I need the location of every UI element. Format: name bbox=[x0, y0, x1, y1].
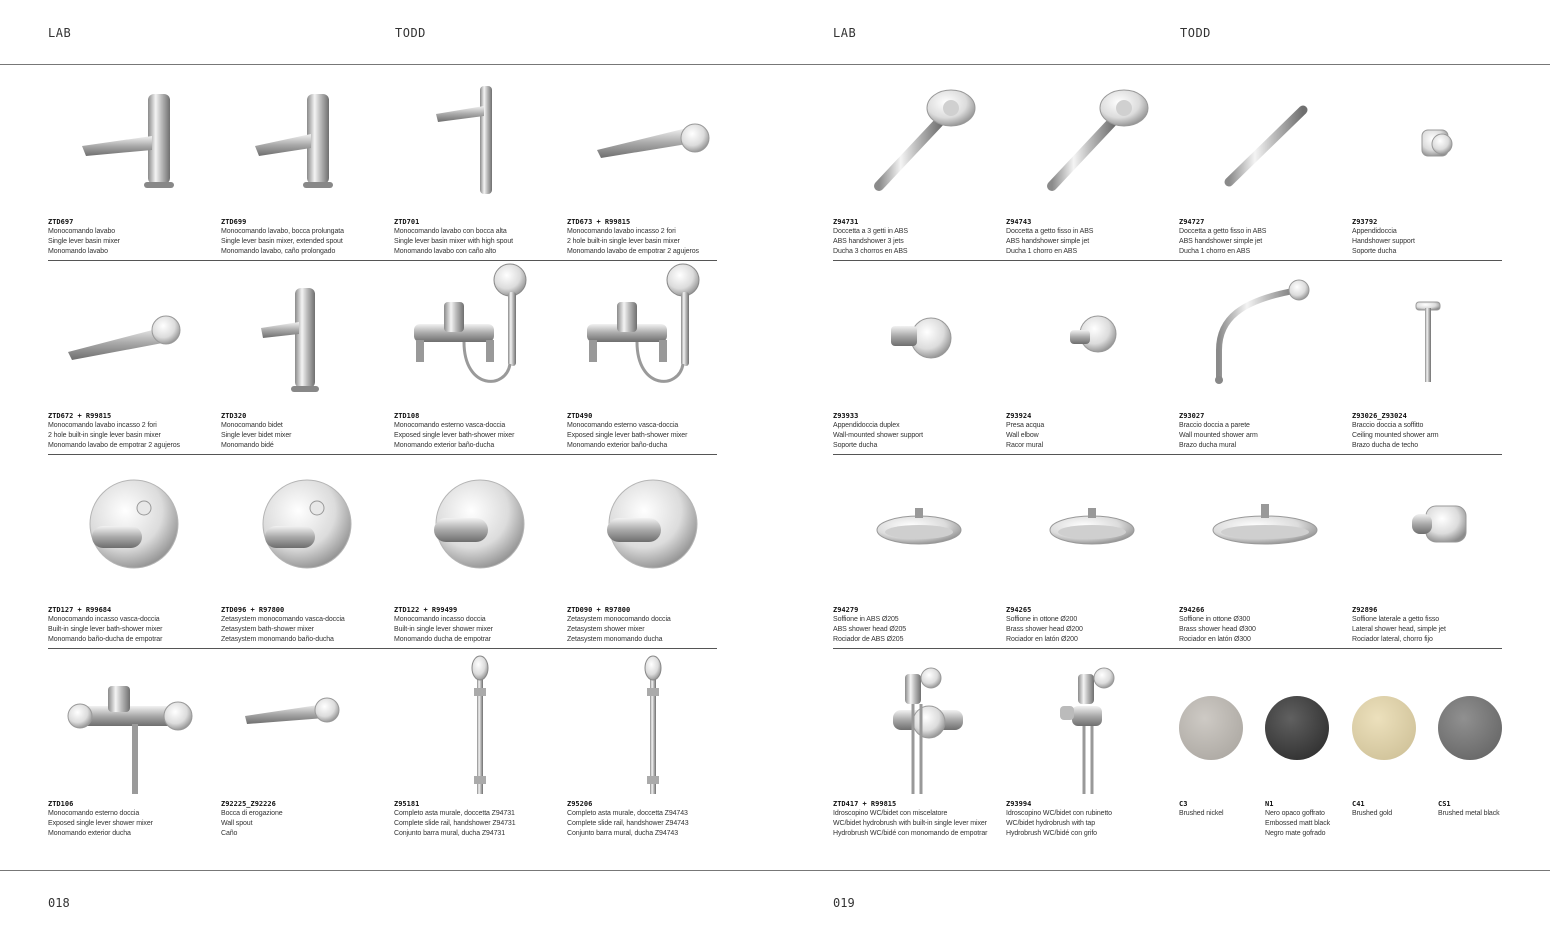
hydrobrush-mixer-icon bbox=[833, 648, 1006, 796]
description-english: Ceiling mounted shower arm bbox=[1352, 432, 1439, 439]
slide-rail-icon bbox=[394, 648, 567, 796]
description-spanish: Rociador en latón Ø200 bbox=[1006, 636, 1078, 643]
description-italian: Monocomando esterno doccia bbox=[48, 810, 140, 817]
product-code: Z95206 bbox=[567, 800, 593, 808]
stick-handshower-icon bbox=[1179, 66, 1352, 214]
description-english: Zetasystem shower mixer bbox=[567, 626, 645, 633]
bath-shower-mixer-icon bbox=[394, 260, 567, 408]
description-spanish: Monomando exterior ducha bbox=[48, 830, 131, 837]
footer-rule bbox=[0, 870, 1550, 871]
description-italian: Monocomando bidet bbox=[221, 422, 283, 429]
description-spanish: Brazo ducha de techo bbox=[1352, 442, 1419, 449]
description-spanish: Zetasystem monomando baño-ducha bbox=[221, 636, 334, 643]
description-italian: Appendidoccia duplex bbox=[833, 422, 900, 429]
shower-head-large-icon bbox=[1179, 454, 1352, 602]
product-code: ZTD090 + R97800 bbox=[567, 606, 631, 614]
description-italian: Completo asta murale, doccetta Z94731 bbox=[394, 810, 515, 817]
product-code: ZTD106 bbox=[48, 800, 74, 808]
description-italian: Appendidoccia bbox=[1352, 228, 1397, 235]
description-italian: Idroscopino WC/bidet con miscelatore bbox=[833, 810, 948, 817]
description-italian: Monocomando lavabo, bocca prolungata bbox=[221, 228, 344, 235]
collection-label-right: TODD bbox=[1180, 26, 1211, 40]
description-spanish: Monomando baño-ducha de empotrar bbox=[48, 636, 163, 643]
description-italian: Monocomando incasso vasca-doccia bbox=[48, 616, 160, 623]
finish-swatch bbox=[1265, 696, 1329, 760]
description-spanish: Ducha 1 chorro en ABS bbox=[1179, 248, 1251, 255]
tall-basin-mixer-icon bbox=[394, 66, 567, 214]
product-code: ZTD490 bbox=[567, 412, 593, 420]
product-code: ZTD108 bbox=[394, 412, 420, 420]
duplex-support-icon bbox=[833, 260, 1006, 408]
product-code: Z93027 bbox=[1179, 412, 1205, 420]
product-code: ZTD320 bbox=[221, 412, 247, 420]
description-italian: Doccetta a getto fisso in ABS bbox=[1006, 228, 1094, 235]
description-spanish: Rociador lateral, chorro fijo bbox=[1352, 636, 1433, 643]
finish-name: Embossed matt black bbox=[1265, 820, 1331, 827]
handshower-icon bbox=[1006, 66, 1179, 214]
wall-spout-icon bbox=[221, 648, 394, 796]
description-spanish: Conjunto barra mural, ducha Z94743 bbox=[567, 830, 679, 837]
description-spanish: Ducha 1 chorro en ABS bbox=[1006, 248, 1078, 255]
header-rule bbox=[0, 64, 1550, 65]
description-spanish: Racor mural bbox=[1006, 442, 1044, 449]
description-spanish: Caño bbox=[221, 830, 238, 837]
description-spanish: Ducha 3 chorros en ABS bbox=[833, 248, 908, 255]
description-english: Wall-mounted shower support bbox=[833, 432, 924, 439]
description-italian: Soffione in ottone Ø200 bbox=[1006, 616, 1078, 623]
shower-head-icon bbox=[1006, 454, 1179, 602]
description-spanish: Hydrobrush WC/bidé con monomando de empotrar bbox=[833, 830, 988, 837]
description-english: Brass shower head Ø200 bbox=[1006, 626, 1083, 633]
description-spanish: Hydrobrush WC/bidé con grifo bbox=[1006, 830, 1097, 837]
handshower-support-icon bbox=[1352, 66, 1525, 214]
description-italian: Soffione laterale a getto fisso bbox=[1352, 616, 1440, 623]
finish-name: Brushed metal black bbox=[1438, 810, 1500, 817]
description-english: 2 hole built-in single lever basin mixer bbox=[567, 238, 680, 245]
description-italian: Monocomando esterno vasca-doccia bbox=[567, 422, 679, 429]
description-spanish: Soporte ducha bbox=[833, 442, 878, 449]
description-english: Exposed single lever bath-shower mixer bbox=[567, 432, 688, 439]
finish-swatch bbox=[1179, 696, 1243, 760]
product-code: Z93792 bbox=[1352, 218, 1378, 226]
product-code: Z93924 bbox=[1006, 412, 1032, 420]
ceiling-arm-icon bbox=[1352, 260, 1525, 408]
basin-mixer-extended-icon bbox=[221, 66, 394, 214]
description-english: Single lever basin mixer with high spout bbox=[394, 238, 513, 245]
product-code: Z93994 bbox=[1006, 800, 1032, 808]
description-spanish: Conjunto barra mural, ducha Z94731 bbox=[394, 830, 506, 837]
bidet-mixer-icon bbox=[221, 260, 394, 408]
description-italian: Bocca di erogazione bbox=[221, 810, 283, 817]
description-english: Handshower support bbox=[1352, 238, 1415, 245]
brand-label-left: LAB bbox=[48, 26, 72, 40]
concealed-shower-mixer-icon bbox=[394, 454, 567, 602]
product-code: Z93933 bbox=[833, 412, 859, 420]
product-code: Z93026_Z93024 bbox=[1352, 412, 1407, 420]
finish-code: C41 bbox=[1352, 800, 1365, 808]
description-italian: Zetasystem monocomando doccia bbox=[567, 616, 671, 623]
product-code: ZTD122 + R99499 bbox=[394, 606, 458, 614]
shower-head-icon bbox=[833, 454, 1006, 602]
description-english: WC/bidet hydrobrush with tap bbox=[1006, 820, 1096, 827]
description-english: ABS handshower simple jet bbox=[1006, 238, 1090, 245]
finish-name: Brushed nickel bbox=[1179, 810, 1224, 817]
finish-swatch bbox=[1438, 696, 1502, 760]
finish-name: Nero opaco goffrato bbox=[1265, 810, 1325, 817]
page-number-right: 019 bbox=[833, 896, 855, 910]
product-code: ZTD673 + R99815 bbox=[567, 218, 631, 226]
product-code: ZTD672 + R99815 bbox=[48, 412, 112, 420]
product-code: Z94266 bbox=[1179, 606, 1205, 614]
description-spanish: Zetasystem monomando ducha bbox=[567, 636, 663, 643]
product-code: ZTD699 bbox=[221, 218, 247, 226]
description-english: Exposed single lever bath-shower mixer bbox=[394, 432, 515, 439]
description-english: Lateral shower head, simple jet bbox=[1352, 626, 1446, 633]
description-spanish: Rociador de ABS Ø205 bbox=[833, 636, 904, 643]
description-english: Single lever basin mixer, extended spout bbox=[221, 238, 343, 245]
description-spanish: Monomando exterior baño-ducha bbox=[567, 442, 668, 449]
description-spanish: Monomando lavabo, caño prolongado bbox=[221, 248, 336, 255]
bath-shower-mixer-icon bbox=[567, 260, 740, 408]
wall-basin-mixer-icon bbox=[567, 66, 740, 214]
lateral-shower-head-icon bbox=[1352, 454, 1525, 602]
description-spanish: Rociador en latón Ø300 bbox=[1179, 636, 1251, 643]
description-italian: Doccetta a getto fisso in ABS bbox=[1179, 228, 1267, 235]
description-italian: Monocomando incasso doccia bbox=[394, 616, 486, 623]
product-code: Z94279 bbox=[833, 606, 859, 614]
description-italian: Soffione in ABS Ø205 bbox=[833, 616, 899, 623]
description-english: ABS handshower 3 jets bbox=[833, 238, 904, 245]
description-spanish: Monomando bidé bbox=[221, 442, 274, 449]
concealed-mixer-icon bbox=[221, 454, 394, 602]
finish-code: N1 bbox=[1265, 800, 1274, 808]
description-italian: Monocomando esterno vasca-doccia bbox=[394, 422, 506, 429]
description-spanish: Soporte ducha bbox=[1352, 248, 1397, 255]
shower-arm-icon bbox=[1179, 260, 1352, 408]
hydrobrush-tap-icon bbox=[1006, 648, 1179, 796]
product-code: Z94743 bbox=[1006, 218, 1032, 226]
product-code: Z95181 bbox=[394, 800, 420, 808]
description-spanish: Monomando ducha de empotrar bbox=[394, 636, 491, 643]
description-english: Wall mounted shower arm bbox=[1179, 432, 1258, 439]
description-english: Wall spout bbox=[221, 820, 253, 827]
description-english: WC/bidet hydrobrush with built-in single lever mixer bbox=[833, 820, 987, 827]
collection-label-left: TODD bbox=[395, 26, 426, 40]
finish-name: Brushed gold bbox=[1352, 810, 1393, 817]
description-english: Complete slide rail, handshower Z94743 bbox=[567, 820, 689, 827]
product-code: ZTD127 + R99684 bbox=[48, 606, 112, 614]
description-english: ABS shower head Ø205 bbox=[833, 626, 907, 633]
description-english: Complete slide rail, handshower Z94731 bbox=[394, 820, 516, 827]
product-code: ZTD701 bbox=[394, 218, 420, 226]
description-italian: Doccetta a 3 getti in ABS bbox=[833, 228, 908, 235]
description-italian: Monocomando lavabo incasso 2 fori bbox=[48, 422, 157, 429]
description-spanish: Monomando exterior baño-ducha bbox=[394, 442, 495, 449]
description-english: Single lever basin mixer bbox=[48, 238, 120, 245]
product-code: Z92896 bbox=[1352, 606, 1378, 614]
description-english: Built-in single lever bath-shower mixer bbox=[48, 626, 163, 633]
description-english: Single lever bidet mixer bbox=[221, 432, 292, 439]
description-english: 2 hole built-in single lever basin mixer bbox=[48, 432, 161, 439]
description-italian: Monocomando lavabo bbox=[48, 228, 116, 235]
product-code: Z92225_Z92226 bbox=[221, 800, 276, 808]
exposed-shower-mixer-icon bbox=[48, 648, 221, 796]
description-english: Zetasystem bath-shower mixer bbox=[221, 626, 314, 633]
product-code: Z94727 bbox=[1179, 218, 1205, 226]
description-english: Brass shower head Ø300 bbox=[1179, 626, 1256, 633]
product-code: Z94265 bbox=[1006, 606, 1032, 614]
concealed-shower-mixer-icon bbox=[567, 454, 740, 602]
description-italian: Braccio doccia a parete bbox=[1179, 422, 1250, 429]
description-spanish: Monomando lavabo con caño alto bbox=[394, 248, 497, 255]
description-italian: Monocomando lavabo con bocca alta bbox=[394, 228, 507, 235]
description-english: ABS handshower simple jet bbox=[1179, 238, 1263, 245]
description-spanish: Monomando lavabo de empotrar 2 agujeros bbox=[567, 248, 699, 255]
description-english: Built-in single lever shower mixer bbox=[394, 626, 493, 633]
brand-label-right: LAB bbox=[833, 26, 857, 40]
description-italian: Zetasystem monocomando vasca-doccia bbox=[221, 616, 345, 623]
description-italian: Idroscopino WC/bidet con rubinetto bbox=[1006, 810, 1112, 817]
finish-code: C3 bbox=[1179, 800, 1188, 808]
description-spanish: Monomando lavabo de empotrar 2 agujeros bbox=[48, 442, 180, 449]
description-english: Wall elbow bbox=[1006, 432, 1039, 439]
description-spanish: Monomando lavabo bbox=[48, 248, 108, 255]
wall-basin-mixer-long-icon bbox=[48, 260, 221, 408]
product-code: ZTD096 + R97800 bbox=[221, 606, 285, 614]
finish-name: Negro mate gofrado bbox=[1265, 830, 1326, 837]
wall-elbow-icon bbox=[1006, 260, 1179, 408]
description-italian: Monocomando lavabo incasso 2 fori bbox=[567, 228, 676, 235]
finish-swatch bbox=[1352, 696, 1416, 760]
basin-mixer-icon bbox=[48, 66, 221, 214]
slide-rail-icon bbox=[567, 648, 740, 796]
handshower-icon bbox=[833, 66, 1006, 214]
description-italian: Soffione in ottone Ø300 bbox=[1179, 616, 1251, 623]
description-italian: Completo asta murale, doccetta Z94743 bbox=[567, 810, 688, 817]
product-code: ZTD697 bbox=[48, 218, 74, 226]
concealed-mixer-icon bbox=[48, 454, 221, 602]
finish-code: CS1 bbox=[1438, 800, 1451, 808]
product-code: Z94731 bbox=[833, 218, 859, 226]
product-code: ZTD417 + R99815 bbox=[833, 800, 897, 808]
description-english: Exposed single lever shower mixer bbox=[48, 820, 153, 827]
description-italian: Presa acqua bbox=[1006, 422, 1045, 429]
description-spanish: Brazo ducha mural bbox=[1179, 442, 1237, 449]
page-number-left: 018 bbox=[48, 896, 70, 910]
description-italian: Braccio doccia a soffitto bbox=[1352, 422, 1424, 429]
